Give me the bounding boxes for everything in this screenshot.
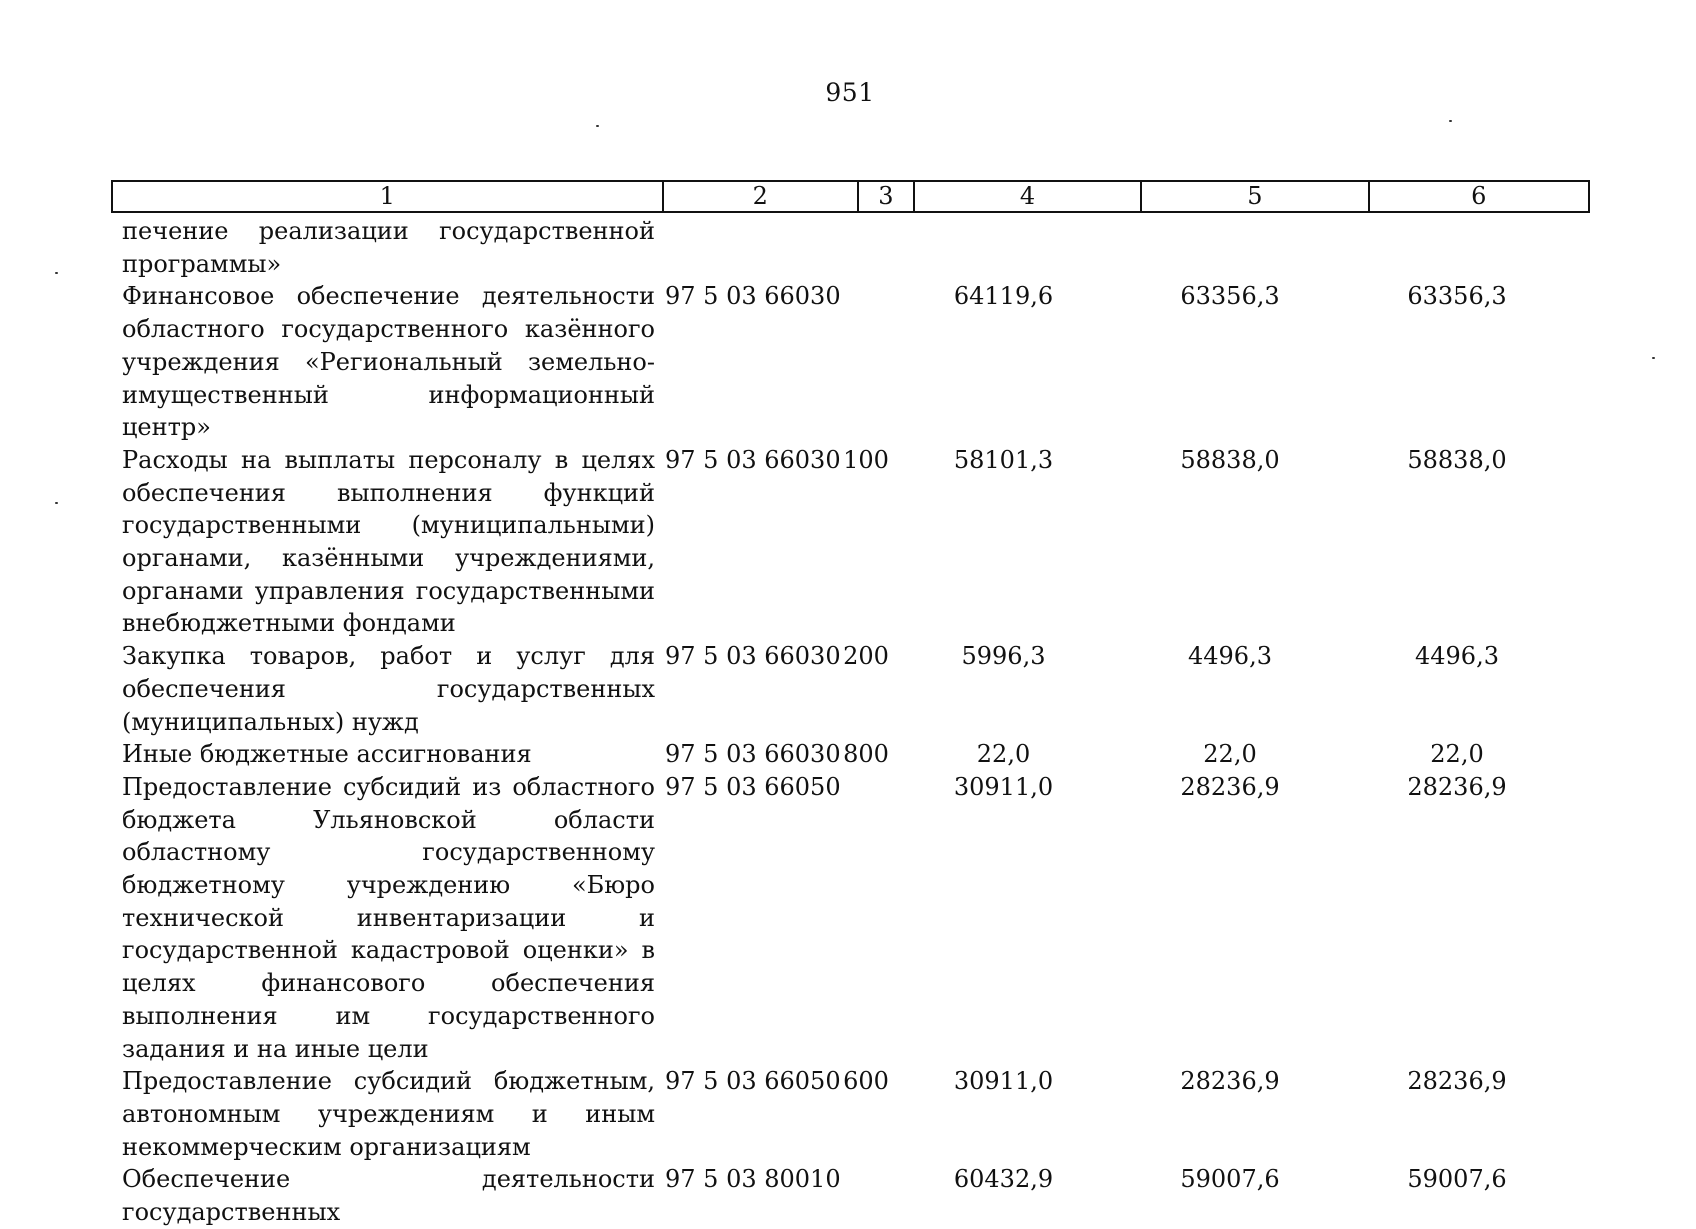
row-value-6: 58838,0 [1407, 445, 1507, 474]
row-name: Закупка товаров, работ и услуг для обеспечения государственных (муниципальных) нужд [122, 642, 655, 736]
scan-speck [55, 272, 58, 274]
row-value-5: 59007,6 [1180, 1165, 1280, 1194]
header-col-4: 4 [915, 182, 1142, 211]
table-row [0, 640, 1696, 738]
row-type: 100 [843, 445, 889, 474]
row-name: печение реализации государственной программы» [122, 217, 655, 278]
row-code: 97 5 03 80010 [665, 1165, 841, 1194]
table-row [0, 738, 1696, 771]
row-code: 97 5 03 66050 [665, 1067, 841, 1096]
row-name: Финансовое обеспечение деятельности областного государственного казённого учреждения «Региональный земельно-имущественный информационный центр» [122, 282, 655, 442]
page-number: 951 [825, 78, 875, 107]
row-value-4: 30911,0 [953, 772, 1054, 801]
row-value-6: 59007,6 [1407, 1165, 1507, 1194]
row-value-6: 63356,3 [1407, 282, 1507, 311]
scan-speck [55, 502, 58, 504]
row-value-4: 58101,3 [953, 445, 1054, 474]
row-value-4: 64119,6 [953, 282, 1054, 311]
row-value-4: 5996,3 [961, 642, 1046, 671]
row-value-6: 28236,9 [1407, 1067, 1507, 1096]
row-type: 200 [843, 642, 889, 671]
row-value-5: 4496,3 [1188, 642, 1272, 671]
row-code: 97 5 03 66030 [665, 282, 841, 311]
table-row [0, 444, 1696, 640]
row-type: 800 [843, 740, 889, 769]
row-name: Предоставление субсидий из областного бюджета Ульяновской области областному государственному бюджетному учреждению «Бюро технической инвентаризации и государственной кадастровой оценки» в целях финансового обеспечения выполнения им государственного задания и на иные цели [122, 772, 655, 1063]
row-value-4: 60432,9 [953, 1165, 1054, 1194]
table-body [0, 215, 1696, 1229]
table-row [0, 771, 1696, 1065]
row-value-5: 22,0 [1203, 740, 1257, 769]
row-code: 97 5 03 66030 [665, 740, 841, 769]
row-value-6: 4496,3 [1415, 642, 1499, 671]
table-row [0, 215, 1696, 280]
table-row [0, 280, 1696, 444]
header-col-6: 6 [1471, 182, 1487, 210]
header-col-3: 3 [859, 182, 915, 211]
row-name: Иные бюджетные ассигнования [122, 740, 532, 769]
row-type: 600 [843, 1067, 889, 1096]
row-name: Обеспечение деятельности государственных [122, 1165, 655, 1227]
header-col-2: 2 [664, 182, 859, 211]
row-value-6: 22,0 [1430, 740, 1484, 769]
row-value-4: 22,0 [976, 740, 1031, 769]
table-row [0, 1163, 1696, 1228]
row-name: Предоставление субсидий бюджетным, автономным учреждениям и иным некоммерческим организациям [122, 1067, 655, 1161]
table-row [0, 1065, 1696, 1163]
row-value-5: 28236,9 [1180, 1067, 1280, 1096]
header-col-5: 5 [1142, 182, 1369, 211]
row-code: 97 5 03 66050 [665, 772, 841, 801]
row-value-6: 28236,9 [1407, 772, 1507, 801]
row-name: Расходы на выплаты персоналу в целях обеспечения выполнения функций государственными (муниципальными) органами, казёнными учреждениями, органами управления государственными внебюджетными фондами [122, 445, 655, 638]
row-value-5: 63356,3 [1180, 282, 1280, 311]
scan-speck [596, 125, 599, 127]
row-value-4: 30911,0 [953, 1067, 1054, 1096]
row-value-5: 28236,9 [1180, 772, 1280, 801]
row-code: 97 5 03 66030 [665, 445, 841, 474]
row-value-5: 58838,0 [1180, 445, 1280, 474]
row-code: 97 5 03 66030 [665, 642, 841, 671]
header-col-1: 1 [113, 182, 664, 211]
table-header [111, 180, 1590, 213]
scan-speck [1652, 357, 1655, 359]
scan-speck [1449, 120, 1452, 122]
